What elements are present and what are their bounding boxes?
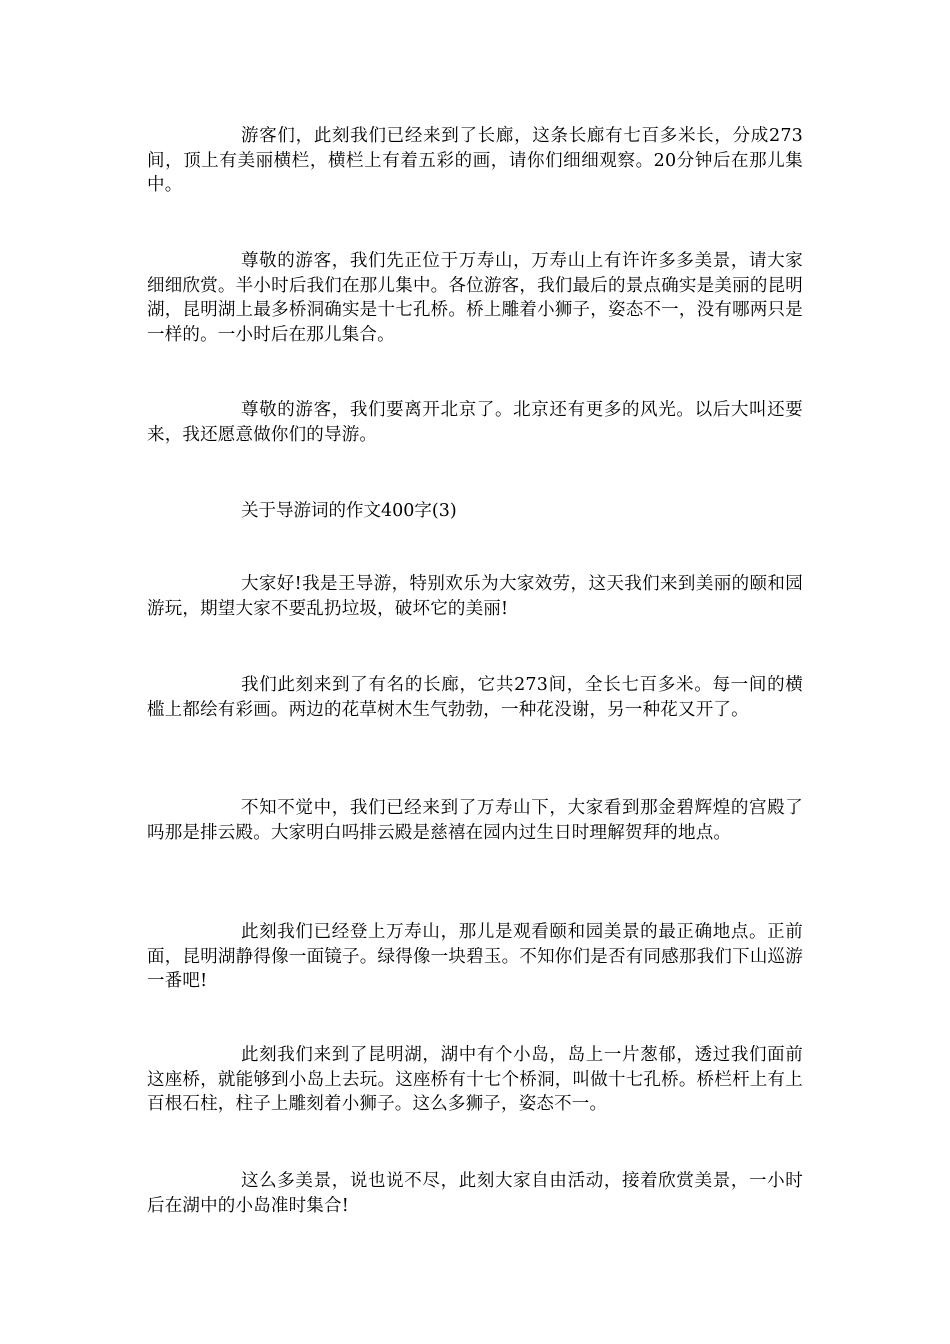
- paragraph: 尊敬的游客，我们要离开北京了。北京还有更多的风光。以后大叫还要来，我还愿意做你们的导游。: [147, 400, 803, 445]
- paragraph: 大家好!我是王导游，特别欢乐为大家效劳，这天我们来到美丽的颐和园游玩，期望大家不要乱扔垃圾，破坏它的美丽!: [147, 574, 803, 619]
- paragraph: 此刻我们来到了昆明湖，湖中有个小岛，岛上一片葱郁，透过我们面前这座桥，就能够到小岛上去玩。这座桥有十七个桥洞，叫做十七孔桥。桥栏杆上有上百根石柱，柱子上雕刻着小狮子。这么多狮子，姿态不一。: [147, 1045, 803, 1114]
- paragraph: 此刻我们已经登上万寿山，那儿是观看颐和园美景的最正确地点。正前面，昆明湖静得像一面镜子。绿得像一块碧玉。不知你们是否有同感那我们下山巡游一番吧!: [147, 922, 803, 991]
- paragraph: 游客们，此刻我们已经来到了长廊，这条长廊有七百多米长，分成273间，顶上有美丽横栏，横栏上有着五彩的画，请你们细细观察。20分钟后在那儿集中。: [147, 126, 803, 195]
- paragraph: 我们此刻来到了有名的长廊，它共273间，全长七百多米。每一间的横槛上都绘有彩画。两边的花草树木生气勃勃，一种花没谢，另一种花又开了。: [147, 675, 803, 720]
- paragraph: 这么多美景，说也说不尽，此刻大家自由活动，接着欣赏美景，一小时后在湖中的小岛准时集合!: [147, 1171, 803, 1216]
- section-heading: 关于导游词的作文400字(3): [241, 501, 457, 521]
- paragraph: 不知不觉中，我们已经来到了万寿山下，大家看到那金碧辉煌的宫殿了吗那是排云殿。大家明白吗排云殿是慈禧在园内过生日时理解贺拜的地点。: [147, 798, 803, 843]
- paragraph: 尊敬的游客，我们先正位于万寿山，万寿山上有许许多多美景，请大家细细欣赏。半小时后我们在那儿集中。各位游客，我们最后的景点确实是美丽的昆明湖，昆明湖上最多桥洞确实是十七孔桥。桥上雕着小狮子，姿态不一，没有哪两只是一样的。一小时后在那儿集合。: [147, 251, 803, 345]
